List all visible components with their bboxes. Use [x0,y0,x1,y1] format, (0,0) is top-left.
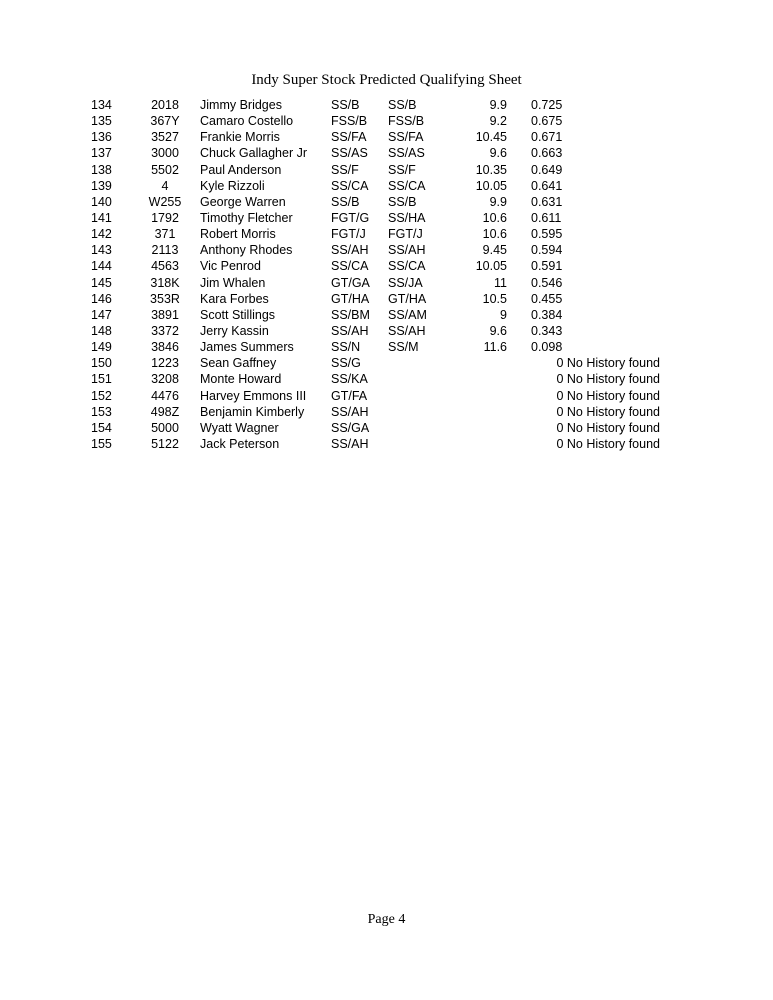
class-cell: SS/AH [331,243,369,258]
position-cell: 152 [91,388,112,403]
class-cell-secondary: SS/CA [388,178,426,193]
position-cell: 151 [91,372,112,387]
elapsed-time-cell: 9.6 [489,146,507,161]
driver-name-cell: Jack Peterson [200,436,280,451]
table-row [0,242,773,258]
car-number-cell: 367Y [150,114,180,129]
car-number-cell: 318K [150,275,180,290]
car-number-cell: 2113 [151,243,179,258]
car-number-cell: 1792 [151,210,179,225]
car-number-cell: 371 [154,227,176,242]
driver-name-cell: Benjamin Kimberly [200,404,305,419]
driver-name-cell: Anthony Rhodes [200,243,293,258]
class-cell: FGT/J [331,227,366,242]
class-cell: SS/FA [331,130,367,145]
car-number-cell: 5502 [151,162,179,177]
class-cell: SS/F [331,162,359,177]
class-cell: SS/GA [331,420,370,435]
table-row [0,420,773,436]
class-cell-secondary: SS/JA [388,275,423,290]
class-cell: SS/G [331,356,361,371]
index-cell: 0.663 [531,146,563,161]
driver-name-cell: Kyle Rizzoli [200,178,265,193]
driver-name-cell: Scott Stillings [200,307,276,322]
page-title: Indy Super Stock Predicted Qualifying Sheet [251,72,522,88]
driver-name-cell: James Summers [200,340,294,355]
elapsed-time-cell: 10.05 [475,259,507,274]
class-cell-secondary: SS/M [388,340,419,355]
position-cell: 145 [91,275,112,290]
class-cell-secondary: SS/AH [388,243,426,258]
index-cell: 0.631 [531,194,563,209]
table-row [0,162,773,178]
class-cell: SS/KA [331,372,368,387]
driver-name-cell: Camaro Costello [200,114,294,129]
driver-name-cell: Timothy Fletcher [200,210,293,225]
index-cell: 0.595 [531,227,563,242]
car-number-cell: 3846 [151,340,179,355]
elapsed-time-cell: 9.2 [489,114,507,129]
car-number-cell: 3891 [151,307,179,322]
elapsed-time-cell: 11 [494,275,507,290]
elapsed-time-cell: 9 [500,307,507,322]
history-note-cell: 0 No History found [556,404,660,419]
class-cell: SS/N [331,340,361,355]
table-row [0,226,773,242]
index-cell: 0.649 [531,162,563,177]
class-cell: SS/AH [331,323,369,338]
driver-name-cell: Jerry Kassin [200,323,269,338]
driver-name-cell: Chuck Gallagher Jr [200,146,307,161]
car-number-cell: 353R [150,291,180,306]
class-cell: FSS/B [331,114,368,129]
class-cell-secondary: SS/B [388,194,417,209]
car-number-cell: 3372 [151,323,179,338]
car-number-cell: 4563 [151,259,179,274]
class-cell: GT/HA [331,291,370,306]
car-number-cell: 3000 [151,146,179,161]
class-cell-secondary: SS/AM [388,307,427,322]
elapsed-time-cell: 10.6 [482,227,507,242]
history-note-cell: 0 No History found [556,388,660,403]
history-note-cell: 0 No History found [556,436,660,451]
table-row [0,194,773,210]
table-row [0,97,773,113]
car-number-cell: W255 [148,194,182,209]
index-cell: 0.591 [531,259,563,274]
position-cell: 136 [91,130,112,145]
position-cell: 153 [91,404,112,419]
class-cell: SS/CA [331,178,369,193]
class-cell: GT/FA [331,388,368,403]
car-number-cell: 4476 [151,388,179,403]
class-cell-secondary: SS/B [388,98,417,112]
car-number-cell: 4 [161,178,169,193]
table-row [0,291,773,307]
position-cell: 139 [91,178,112,193]
car-number-cell: 2018 [151,98,179,112]
driver-name-cell: Kara Forbes [200,291,269,306]
elapsed-time-cell: 9.9 [489,194,507,209]
driver-name-cell: Frankie Morris [200,130,280,145]
driver-name-cell: Vic Penrod [200,259,261,274]
elapsed-time-cell: 11.6 [483,340,507,355]
driver-name-cell: Wyatt Wagner [200,420,279,435]
elapsed-time-cell: 10.05 [475,178,507,193]
driver-name-cell: Monte Howard [200,372,282,387]
elapsed-time-cell: 9.45 [482,243,507,258]
index-cell: 0.641 [531,178,563,193]
class-cell-secondary: FGT/J [388,227,423,242]
table-row [0,323,773,339]
car-number-cell: 5000 [151,420,179,435]
class-cell-secondary: SS/CA [388,259,426,274]
position-cell: 142 [91,227,112,242]
history-note-cell: 0 No History found [556,356,660,371]
table-row [0,388,773,404]
position-cell: 141 [91,210,112,225]
driver-name-cell: Jimmy Bridges [200,98,282,112]
class-cell: SS/AH [331,436,369,451]
class-cell: SS/B [331,194,360,209]
class-cell: SS/AS [331,146,368,161]
index-cell: 0.384 [531,307,563,322]
car-number-cell: 498Z [150,404,180,419]
index-cell: 0.594 [531,243,563,258]
index-cell: 0.546 [531,275,563,290]
index-cell: 0.675 [531,114,563,129]
elapsed-time-cell: 10.45 [475,130,507,145]
index-cell: 0.455 [531,291,563,306]
elapsed-time-cell: 9.6 [489,323,507,338]
index-cell: 0.725 [531,98,563,112]
driver-name-cell: Robert Morris [200,227,276,242]
table-row [0,404,773,420]
index-cell: 0.343 [531,323,563,338]
position-cell: 137 [91,146,112,161]
position-cell: 149 [91,340,112,355]
position-cell: 147 [91,307,112,322]
class-cell: GT/GA [331,275,370,290]
class-cell-secondary: SS/HA [388,210,426,225]
car-number-cell: 5122 [151,436,179,451]
elapsed-time-cell: 10.35 [475,162,507,177]
history-note-cell: 0 No History found [556,372,660,387]
position-cell: 135 [91,114,112,129]
table-row [0,113,773,129]
table-row [0,258,773,274]
class-cell: SS/BM [331,307,370,322]
table-row [0,129,773,145]
table-row [0,355,773,371]
car-number-cell: 3527 [151,130,179,145]
class-cell: SS/CA [331,259,369,274]
index-cell: 0.671 [531,130,563,145]
position-cell: 140 [91,194,112,209]
driver-name-cell: George Warren [200,194,286,209]
elapsed-time-cell: 9.9 [489,98,507,112]
class-cell-secondary: SS/F [388,162,416,177]
index-cell: 0.611 [531,210,562,225]
table-row [0,210,773,226]
class-cell: FGT/G [331,210,370,225]
class-cell: SS/B [331,98,360,112]
class-cell-secondary: SS/AH [388,323,426,338]
position-cell: 144 [91,259,112,274]
elapsed-time-cell: 10.6 [482,210,507,225]
table-row [0,371,773,387]
qualifying-table [0,97,773,452]
class-cell-secondary: SS/FA [388,130,424,145]
driver-name-cell: Jim Whalen [200,275,266,290]
position-cell: 148 [91,323,112,338]
position-cell: 134 [91,98,112,112]
table-row [0,178,773,194]
driver-name-cell: Harvey Emmons III [200,388,307,403]
table-row [0,339,773,355]
class-cell-secondary: FSS/B [388,114,425,129]
index-cell: 0.098 [531,340,563,355]
position-cell: 138 [91,162,112,177]
class-cell: SS/AH [331,404,369,419]
table-row [0,436,773,452]
car-number-cell: 1223 [151,356,179,371]
position-cell: 154 [91,420,112,435]
position-cell: 143 [91,243,112,258]
position-cell: 155 [91,436,112,451]
driver-name-cell: Paul Anderson [200,162,282,177]
position-cell: 146 [91,291,112,306]
car-number-cell: 3208 [151,372,179,387]
history-note-cell: 0 No History found [556,420,660,435]
elapsed-time-cell: 10.5 [482,291,507,306]
table-row [0,275,773,291]
table-row [0,307,773,323]
position-cell: 150 [91,356,112,371]
page-number: Page 4 [367,912,406,927]
class-cell-secondary: GT/HA [388,291,427,306]
driver-name-cell: Sean Gaffney [200,356,277,371]
table-row [0,145,773,161]
class-cell-secondary: SS/AS [388,146,425,161]
